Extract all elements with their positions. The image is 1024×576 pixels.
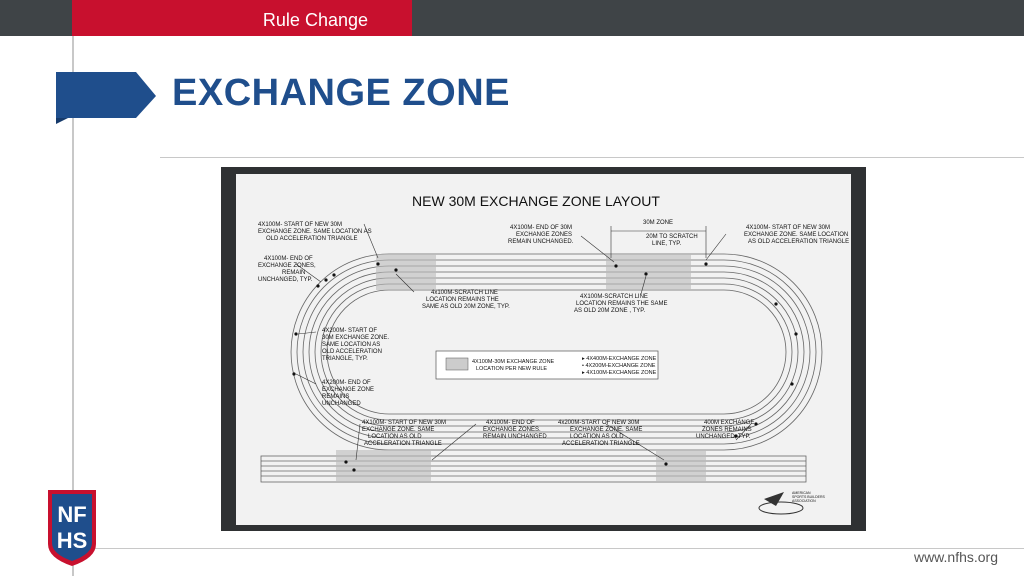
title-arrow-icon	[0, 72, 160, 128]
callout-c1-l2: EXCHANGE ZONE. SAME LOCATION AS	[258, 229, 372, 235]
callout-c13-l3: LOCATION AS OLD	[570, 434, 624, 440]
callout-c9-l3: SAME LOCATION AS	[322, 342, 381, 348]
callout-c4-l3: REMAIN UNCHANGED.	[508, 239, 574, 245]
stamp-line-2: SPORTS BUILDERS	[792, 495, 825, 499]
legend-swatch	[446, 358, 468, 370]
callout-c9-l2: 30M EXCHANGE ZONE.	[322, 335, 390, 341]
svg-text:4X100M- START OF NEW 30MEXCHAN	[744, 225, 849, 245]
logo-letters-bottom: HS	[56, 528, 88, 553]
svg-text:4X100M- START OF NEW 30MEXCHAN	[258, 222, 372, 242]
callout-c14-l2: ZONES REMAINS	[702, 427, 752, 433]
svg-text:4X200M- START OF30M EXCHANGE Z	[322, 328, 389, 362]
legend	[436, 351, 658, 379]
callout-c8-l2: LOCATION REMAINS THE SAME	[576, 301, 668, 307]
callout-c10-l3: REMAINS	[322, 394, 350, 400]
page-title: EXCHANGE ZONE	[172, 72, 510, 114]
callout-c13-l2: EXCHANGE ZONE. SAME	[570, 427, 643, 433]
callout-c2-l3: REMAIN	[282, 270, 306, 276]
svg-text:4X100M- END OFEXCHANGE ZONES,R	[258, 256, 316, 283]
stamp-line-3: ASSOCIATION	[792, 499, 816, 503]
callout-c1-l1: 4X100M- START OF NEW 30M	[258, 222, 343, 228]
legend-item-3: 4X100M-EXCHANGE ZONE	[586, 370, 657, 376]
callout-c7-l3: AS OLD ACCELERATION TRIANGLE	[748, 239, 850, 245]
callout-c1-l3: OLD ACCELERATION TRIANGLE	[266, 236, 358, 242]
section-label: Rule Change	[262, 10, 368, 30]
diagram-sheet	[236, 174, 851, 525]
svg-text:4X200M- END OFEXCHANGE ZONEREM	[322, 380, 374, 407]
callout-c7-l2: EXCHANGE ZONE. SAME LOCATION	[744, 232, 849, 238]
svg-text:400M EXCHANGEZONES REMAINSUNCH	[696, 420, 754, 440]
legend-item-1: 4X400M-EXCHANGE ZONE	[586, 356, 657, 362]
legend-swatch-label-1: 4X100M-30M EXCHANGE ZONE	[472, 359, 555, 365]
callout-c6-l2: LINE, TYP.	[652, 241, 682, 247]
svg-text:AMERICANSPORTS BUILDERSASSOCIA	[792, 491, 825, 503]
diagram-title: NEW 30M EXCHANGE ZONE LAYOUT	[412, 193, 660, 209]
logo-letters-top: NF	[57, 502, 87, 527]
callout-c10-l1: 4X200M- END OF	[322, 380, 371, 386]
track-diagram	[236, 174, 851, 525]
callout-c3-l3: SAME AS OLD 20M ZONE, TYP.	[422, 304, 510, 310]
legend-marker-1-icon: ▸	[582, 356, 587, 362]
svg-text:▸ 4X100M-EXCHANGE ZONE	[582, 370, 657, 376]
diagram-frame	[221, 167, 866, 531]
callout-c3-l2: LOCATION REMAINS THE	[426, 297, 499, 303]
callout-c13-l4: ACCELERATION TRIANGLE	[562, 441, 640, 447]
legend-item-2: 4X200M-EXCHANGE ZONE	[585, 363, 656, 369]
callout-c4-l1: 4X100M- END OF 30M	[510, 225, 573, 231]
svg-text:4X100M-SCRATCH LINELOCATION RE	[574, 294, 667, 314]
svg-text:• 4X200M-EXCHANGE ZONE	[582, 363, 656, 369]
callout-c14-l1: 400M EXCHANGE	[704, 420, 755, 426]
callout-c9-l5: TRIANGLE, TYP.	[322, 356, 368, 362]
callout-c7-l1: 4X100M- START OF NEW 30M	[746, 225, 831, 231]
callout-c2-l4: UNCHANGED, TYP.	[258, 277, 313, 283]
callout-c4-l2: EXCHANGE ZONES	[516, 232, 573, 238]
callout-c6-l1: 20M TO SCRATCH	[646, 234, 698, 240]
callout-c3-l1: 4x100M-SCRATCH LINE	[431, 290, 498, 296]
callout-c9-l1: 4X200M- START OF	[322, 328, 378, 334]
svg-text:4x200M-START OF NEW 30MEXCHANG	[558, 420, 642, 447]
callout-c11-l2: EXCHANGE ZONE. SAME	[362, 427, 435, 433]
callout-c14-l3: UNCHANGED, TYP.	[696, 434, 751, 440]
callout-c2-l1: 4X100M- END OF	[264, 256, 313, 262]
asba-logo-icon	[759, 502, 803, 514]
svg-text:4X100M- START OF NEW 30MEXCHAN	[362, 420, 446, 447]
callout-c11-l4: ACCELERATION TRIANGLE	[364, 441, 442, 447]
stamp-line-1: AMERICAN	[792, 491, 811, 495]
callout-c11-l3: LOCATION AS OLD	[368, 434, 422, 440]
callout-c12-l1: 4X100M- END OF	[486, 420, 535, 426]
legend-swatch-label-2: LOCATION PER NEW RULE	[476, 366, 548, 372]
svg-text:20M TO SCRATCHLINE, TYP.	[646, 234, 698, 247]
callout-c5: 30M ZONE	[643, 220, 674, 226]
footer-divider	[72, 548, 1024, 549]
callout-c2-l2: EXCHANGE ZONES,	[258, 263, 316, 269]
callout-c9-l4: OLD ACCELERATION	[322, 349, 382, 355]
legend-marker-3-icon: ▸	[582, 370, 587, 376]
callout-c10-l2: EXCHANGE ZONE	[322, 387, 375, 393]
svg-text:4x100M-SCRATCH LINELOCATION RE	[422, 290, 510, 310]
callout-c11-l1: 4X100M- START OF NEW 30M	[362, 420, 447, 426]
callout-c13-l1: 4x200M-START OF NEW 30M	[558, 420, 640, 426]
svg-text:▸ 4X400M-EXCHANGE ZONE	[582, 356, 657, 362]
legend-marker-2-icon: •	[582, 363, 586, 369]
callout-c12-l3: REMAIN UNCHANGED	[483, 434, 547, 440]
svg-text:4X100M- END OFEXCHANGE ZONES.R	[483, 420, 547, 440]
nfhs-logo	[44, 488, 100, 568]
callout-c12-l2: EXCHANGE ZONES.	[483, 427, 541, 433]
callout-c8-l1: 4X100M-SCRATCH LINE	[580, 294, 648, 300]
footer-url[interactable]: www.nfhs.org	[913, 549, 998, 565]
callout-c8-l3: AS OLD 20M ZONE , TYP.	[574, 308, 646, 314]
title-divider	[160, 157, 1024, 158]
svg-text:4X100M- END OF 30MEXCHANGE ZON	[508, 225, 574, 245]
asba-stamp	[759, 491, 825, 514]
callout-c10-l4: UNCHANGED	[322, 401, 361, 407]
